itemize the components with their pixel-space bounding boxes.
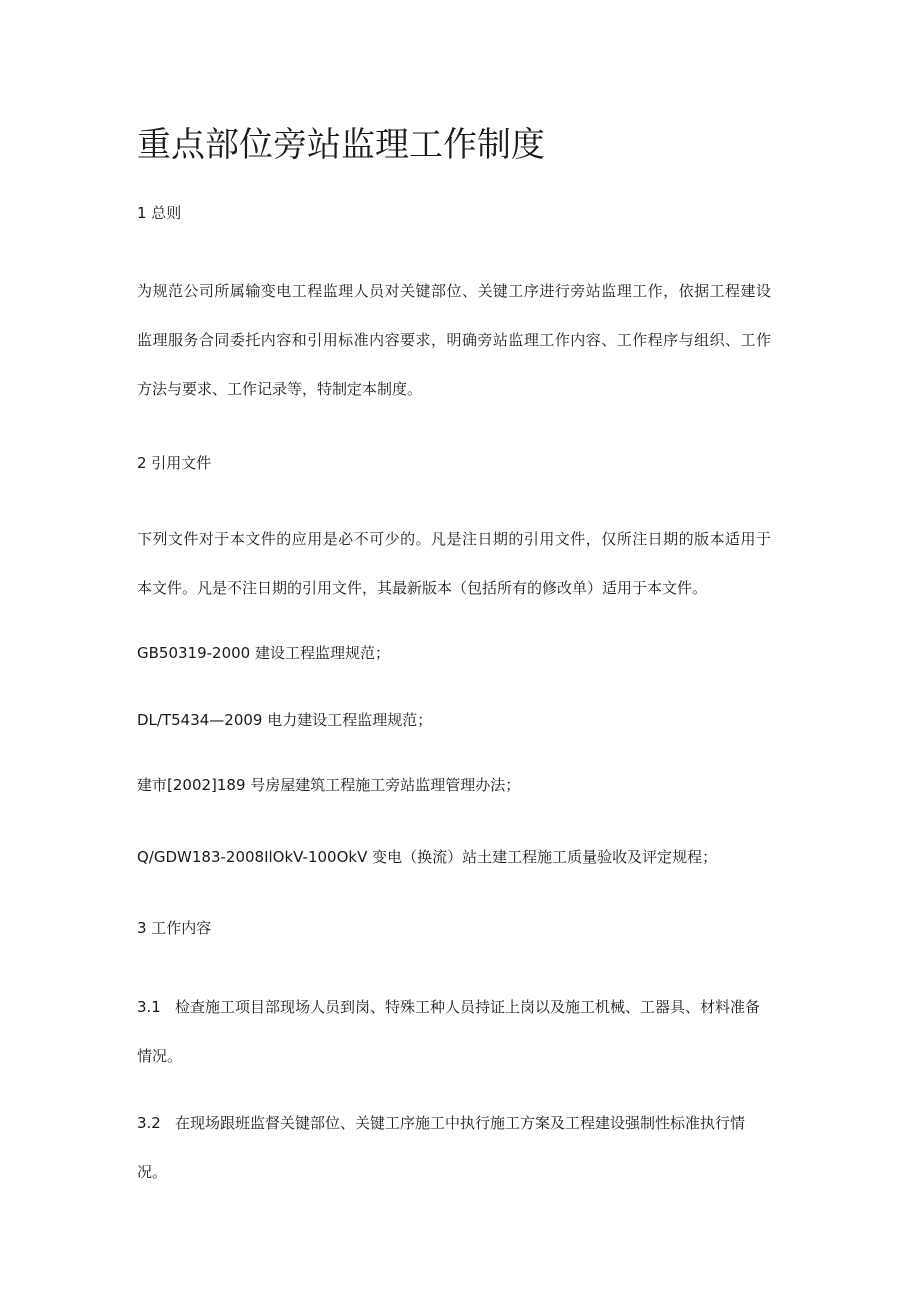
- item-number: 3.2: [137, 1114, 161, 1132]
- reference-item: GB50319-2000 建设工程监理规范；: [137, 644, 390, 662]
- document-title: 重点部位旁站监理工作制度: [137, 125, 545, 165]
- item-text: 检查施工项目部现场人员到岗、特殊工种人员持证上岗以及施工机械、工器具、材料准备: [175, 998, 761, 1016]
- section-2-paragraph-line-1: 下列文件对于本文件的应用是必不可少的。凡是注日期的引用文件，仅所注日期的版本适用于: [137, 530, 771, 548]
- item-3-2-line-2: 况。: [137, 1163, 168, 1181]
- reference-item: 建市[2002]189 号房屋建筑工程施工旁站监理管理办法；: [137, 776, 521, 794]
- section-1-paragraph-line-3: 方法与要求、工作记录等，特制定本制度。: [137, 380, 423, 398]
- section-1-paragraph-line-1: 为规范公司所属输变电工程监理人员对关键部位、关键工序进行旁站监理工作，依据工程建设: [137, 282, 771, 300]
- item-number: 3.1: [137, 998, 161, 1016]
- reference-item: Q/GDW183-2008IlOkV-100OkV 变电（换流）站土建工程施工质量验收及评定规程；: [137, 848, 718, 866]
- section-1-heading: 1 总则: [137, 204, 182, 222]
- item-3-1-line-1: [137, 995, 760, 1019]
- section-3-heading: 3 工作内容: [137, 919, 212, 937]
- item-3-2-line-1: [137, 1111, 745, 1135]
- reference-item: DL/T5434—2009 电力建设工程监理规范；: [137, 711, 433, 729]
- section-2-heading: 2 引用文件: [137, 454, 212, 472]
- item-text: 在现场跟班监督关键部位、关键工序施工中执行施工方案及工程建设强制性标准执行情: [175, 1114, 746, 1132]
- section-2-paragraph-line-2: 本文件。凡是不注日期的引用文件，其最新版本（包括所有的修改单）适用于本文件。: [137, 579, 708, 597]
- section-1-paragraph-line-2: 监理服务合同委托内容和引用标准内容要求，明确旁站监理工作内容、工作程序与组织、工作: [137, 331, 771, 349]
- item-3-1-line-2: 情况。: [137, 1047, 183, 1065]
